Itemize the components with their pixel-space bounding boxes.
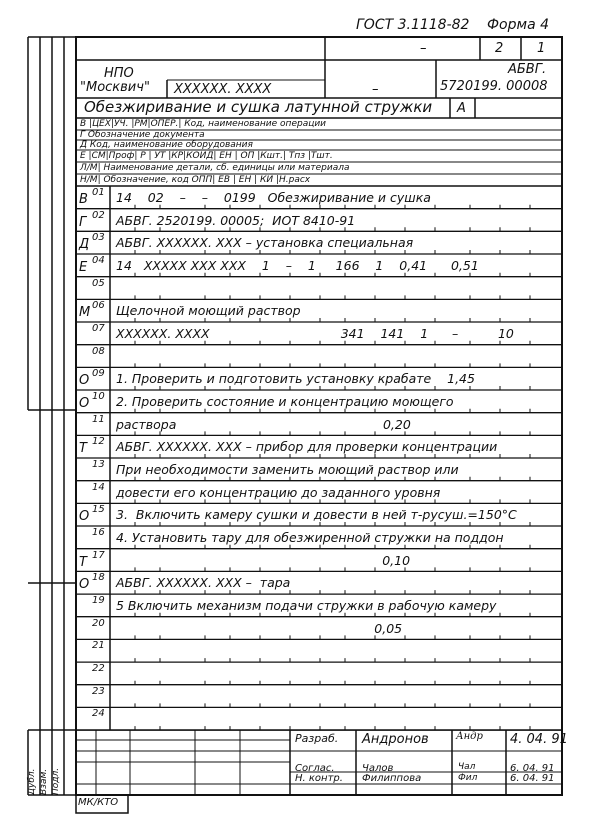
- header-dash: –: [420, 41, 427, 56]
- row-mark: Т: [79, 554, 87, 570]
- control-label: Н. контр.: [295, 773, 343, 784]
- row-number: 08: [92, 345, 105, 357]
- control-date: 6. 04. 91: [510, 773, 555, 784]
- document-title: Обезжиривание и сушка латунной стружки: [84, 98, 433, 116]
- row-number: 06: [92, 300, 105, 312]
- org-name-line1: НПО: [104, 66, 134, 81]
- row-text: 3. Включить камеру сушки и довести в ней т-русуш.=150°С: [116, 507, 517, 523]
- side-label-dubl: Дубл.: [27, 768, 37, 795]
- row-number: 22: [92, 663, 105, 675]
- side-label-podl: Подл.: [51, 767, 61, 795]
- row-text: Щелочной моющий раствор: [116, 303, 301, 319]
- row-number: 17: [92, 549, 105, 561]
- form-number: Форма 4: [487, 17, 550, 33]
- row-number: 11: [92, 413, 105, 425]
- row-number: 07: [92, 323, 105, 335]
- agreed-signature: Чал: [458, 762, 476, 772]
- agreed-date: 6. 04. 91: [510, 763, 555, 774]
- row-number: 01: [92, 187, 105, 198]
- row-mark: В: [79, 192, 88, 207]
- sheet-number: 2: [495, 41, 504, 56]
- row-text: 5 Включить механизм подачи стружки в рабочую камеру: [116, 598, 497, 614]
- doc-code-line2: 5720199. 00008: [440, 79, 548, 94]
- row-number: 02: [92, 209, 105, 221]
- sheets-total: 1: [537, 41, 546, 56]
- row-text: 2. Проверить состояние и концентрацию моющего: [116, 394, 454, 410]
- row-text: 4. Установить тару для обезжиренной стружки на поддон: [116, 530, 504, 546]
- row-number: 10: [92, 391, 105, 403]
- doc-type: МК/КТО: [78, 797, 119, 808]
- product-code: XXXXXX. XXXX: [174, 82, 272, 97]
- row-text: раствора 0,20: [116, 416, 411, 432]
- row-text: 14 XXXXX XXX XXX 1 – 1 166 1 0,41 0,51: [116, 258, 479, 273]
- header-dash-2: –: [372, 82, 379, 97]
- document-letter: А: [457, 101, 466, 116]
- row-number: 12: [92, 436, 105, 448]
- agreed-label: Соглас.: [295, 763, 335, 774]
- row-mark: О: [79, 373, 90, 389]
- service-row-lm: Л/М| Наименование детали, сб. единицы или материала: [80, 163, 350, 173]
- row-number: 20: [92, 617, 105, 629]
- row-number: 23: [92, 685, 105, 697]
- row-text: 14 02 – – 0199 Обезжиривание и сушка: [116, 190, 431, 205]
- row-number: 03: [92, 232, 105, 244]
- row-number: 16: [92, 527, 105, 539]
- row-mark: О: [79, 577, 90, 593]
- control-signature: Фил: [458, 773, 478, 783]
- standard-code: ГОСТ 3.1118-82: [356, 17, 470, 33]
- row-text: АБВГ. XXXXXX. XXX – установка специальная: [116, 235, 414, 251]
- doc-code-line1: АБВГ.: [508, 62, 547, 77]
- row-mark: Е: [79, 260, 88, 275]
- row-text: 1. Проверить и подготовить установку крабате 1,45: [116, 371, 475, 387]
- row-text: АБВГ. 2520199. 00005; ИОТ 8410-91: [116, 212, 356, 228]
- developed-label: Разраб.: [295, 732, 339, 745]
- service-row-g: Г Обозначение документа: [80, 130, 205, 140]
- control-name: Филиппова: [362, 773, 422, 784]
- org-name-line2: "Москвич": [80, 80, 150, 95]
- row-mark: Т: [79, 441, 87, 457]
- row-number: 15: [92, 504, 105, 516]
- row-text: 0,05: [116, 620, 403, 636]
- row-number: 21: [92, 640, 105, 652]
- developed-signature: Андр: [456, 731, 483, 742]
- row-number: 24: [92, 708, 105, 720]
- row-mark: Г: [79, 214, 87, 230]
- row-number: 14: [92, 481, 105, 493]
- row-text: АБВГ. XXXXXX. XXX – тара: [116, 575, 291, 591]
- row-text: довести его концентрацию до заданного уровня: [116, 484, 441, 500]
- agreed-name: Чалов: [362, 763, 394, 774]
- service-row-e: Е |СМ|Проф| Р | УТ |КР|КОИД| ЕН | ОП |Кшт.| Тпз |Тшт.: [80, 151, 333, 161]
- row-number: 18: [92, 572, 105, 584]
- row-text: При необходимости заменить моющий раствор или: [116, 462, 459, 478]
- row-mark: М: [79, 305, 91, 321]
- developed-name: Андронов: [362, 732, 429, 747]
- row-number: 19: [92, 595, 105, 607]
- row-mark: Д: [79, 237, 90, 253]
- row-text: АБВГ. XXXXXX. XXX – прибор для проверки концентрации: [116, 439, 498, 455]
- row-text: XXXXXX. XXXX 341 141 1 – 10: [116, 326, 514, 342]
- service-row-nm: Н/М| Обозначение, код ОПП| ЕВ | ЕН | КИ |Н.расх: [80, 175, 311, 185]
- service-row-v: В |ЦЕХ|УЧ. |РМ|ОПЕР.| Код, наименование операции: [80, 119, 327, 129]
- row-number: 04: [92, 255, 105, 266]
- service-row-d: Д Код, наименование оборудования: [80, 140, 253, 150]
- row-mark: О: [79, 509, 90, 525]
- row-number: 05: [92, 277, 105, 289]
- row-text: 0,10: [116, 552, 411, 568]
- row-number: 13: [92, 459, 105, 471]
- developed-date: 4. 04. 91: [510, 732, 568, 747]
- row-number: 09: [92, 368, 105, 380]
- row-mark: О: [79, 396, 90, 412]
- side-label-vzam: Взам.: [39, 768, 49, 795]
